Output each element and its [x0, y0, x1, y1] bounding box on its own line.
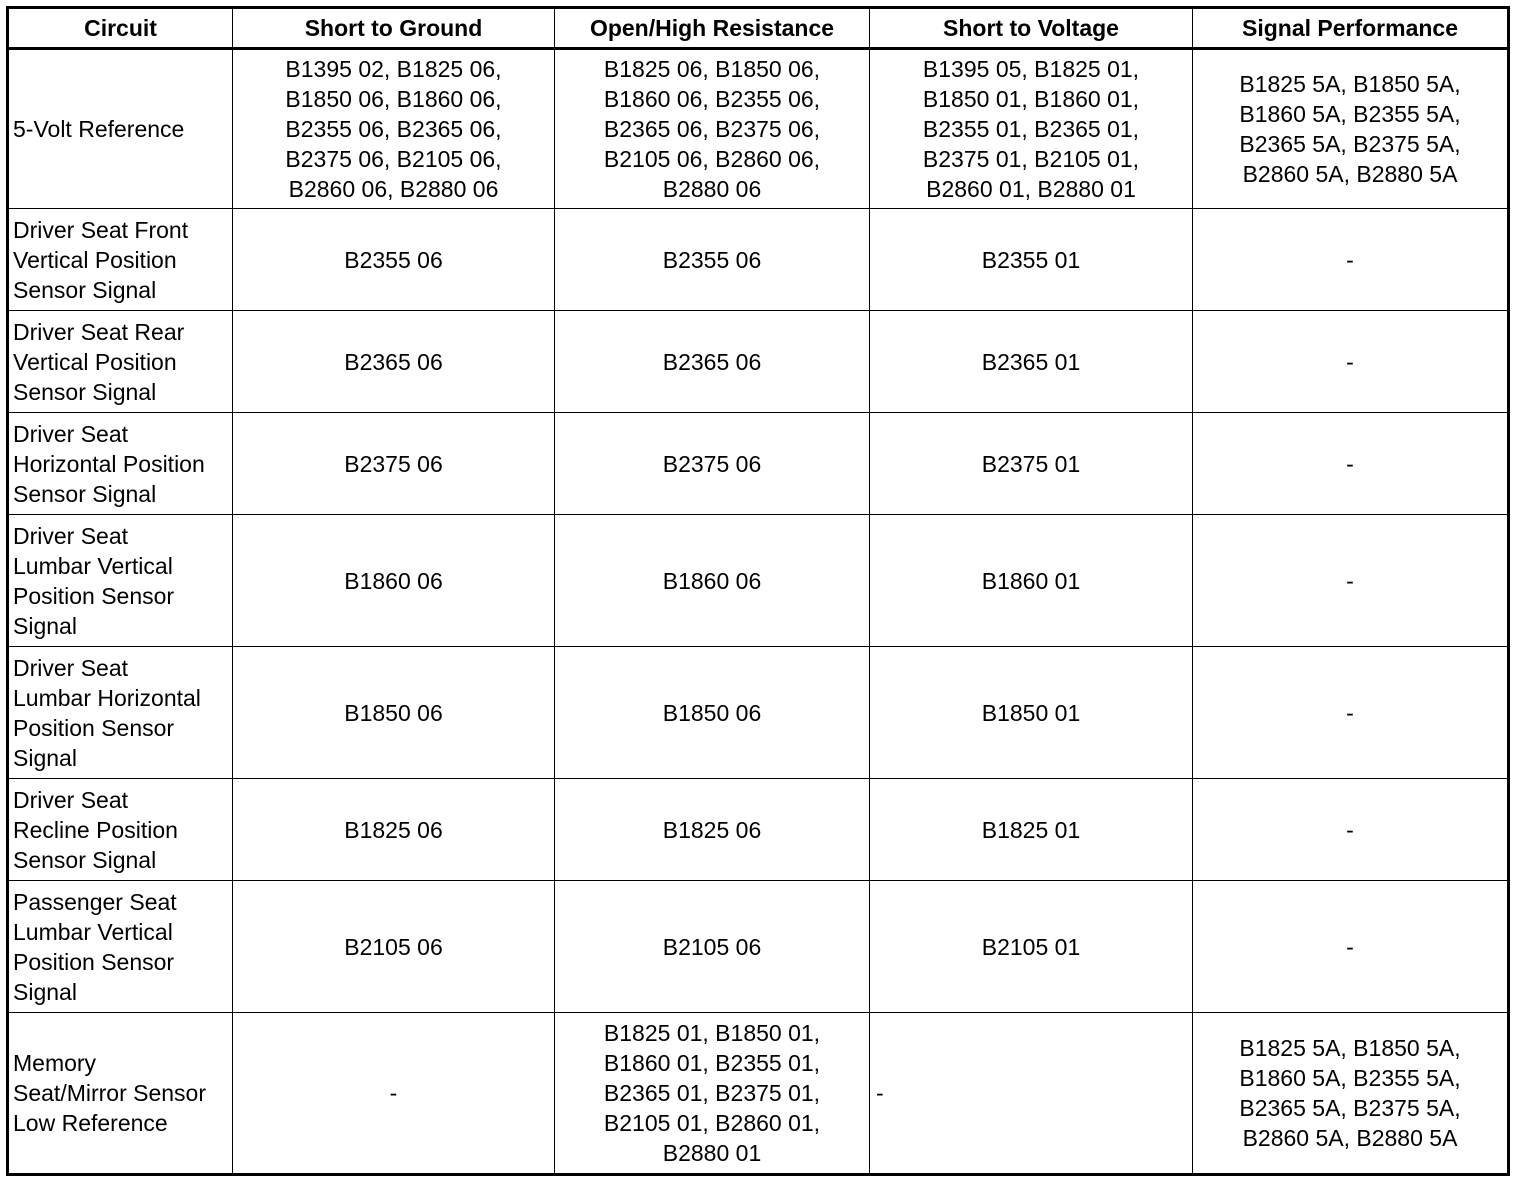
- cell-text-line: B2365 06: [344, 348, 443, 375]
- cell-text-line: B2375 01, B2105 01,: [922, 146, 1140, 172]
- cell-short-to-ground: [233, 779, 555, 881]
- cell-short-to-voltage: [870, 1013, 1193, 1175]
- cell-open-high-resistance: [555, 515, 870, 647]
- cell-text-line: Passenger Seat: [13, 888, 177, 915]
- header-signal-performance: Signal Performance: [1193, 8, 1509, 49]
- cell-text-line: B1395 05, B1825 01,: [922, 56, 1140, 82]
- cell-open-high-resistance: [555, 209, 870, 311]
- cell-short-to-ground: [233, 49, 555, 209]
- cell-text-line: Driver Seat: [13, 420, 129, 447]
- table-row: [8, 311, 1509, 413]
- cell-text-line: Horizontal Position: [13, 450, 205, 477]
- cell-text-line: Position Sensor: [13, 582, 175, 609]
- cell-open-high-resistance: [555, 49, 870, 209]
- table-row: [8, 647, 1509, 779]
- cell-open-high-resistance: [555, 311, 870, 413]
- cell-text-line: -: [1346, 348, 1354, 375]
- cell-text-line: B2365 5A, B2375 5A,: [1239, 1095, 1461, 1121]
- cell-text-line: B1825 06: [344, 816, 443, 843]
- cell-text-line: B1395 02, B1825 06,: [285, 56, 502, 82]
- cell-text-line: Vertical Position: [13, 246, 177, 273]
- cell-text-line: Driver Seat: [13, 522, 129, 549]
- cell-text-line: Signal: [13, 612, 77, 639]
- cell-text-line: B1825 5A, B1850 5A,: [1239, 71, 1461, 97]
- cell-text-line: B2375 06, B2105 06,: [285, 146, 502, 172]
- cell-open-high-resistance: [555, 1013, 870, 1175]
- cell-open-high-resistance: [555, 413, 870, 515]
- cell-circuit: [8, 209, 233, 311]
- cell-text-line: B2860 5A, B2880 5A: [1242, 161, 1458, 187]
- cell-text-line: B2880 01: [662, 1140, 762, 1166]
- cell-text-line: B2365 06: [662, 348, 762, 375]
- cell-text-line: B1850 06: [662, 699, 762, 726]
- cell-signal-performance: [1193, 49, 1509, 209]
- cell-short-to-voltage: [870, 647, 1193, 779]
- cell-short-to-ground: [233, 515, 555, 647]
- cell-text-line: Position Sensor: [13, 948, 175, 975]
- cell-short-to-voltage: [870, 413, 1193, 515]
- cell-signal-performance: [1193, 881, 1509, 1013]
- cell-text-line: B1850 01: [981, 699, 1081, 726]
- table-row: [8, 1013, 1509, 1175]
- header-short-to-voltage: Short to Voltage: [870, 8, 1193, 49]
- cell-text-line: B2375 06: [662, 450, 762, 477]
- cell-text-line: Signal: [13, 978, 77, 1005]
- cell-text-line: B1860 5A, B2355 5A,: [1239, 101, 1461, 127]
- cell-text-line: B2860 01, B2880 01: [926, 176, 1136, 202]
- cell-text-line: B1860 01, B2355 01,: [603, 1050, 821, 1076]
- cell-text-line: B1860 5A, B2355 5A,: [1239, 1065, 1461, 1091]
- cell-text-line: B2355 06: [662, 246, 762, 273]
- cell-text-line: B2365 06, B2375 06,: [603, 116, 821, 142]
- cell-text-line: Driver Seat: [13, 654, 129, 681]
- cell-text-line: 5-Volt Reference: [13, 116, 185, 142]
- cell-text-line: B1860 01: [981, 567, 1081, 594]
- header-short-to-ground: Short to Ground: [233, 8, 555, 49]
- table-row: [8, 881, 1509, 1013]
- cell-text-line: Driver Seat Front: [13, 216, 189, 243]
- cell-text-line: B1850 06, B1860 06,: [285, 86, 502, 112]
- cell-short-to-ground: [233, 647, 555, 779]
- cell-short-to-voltage: [870, 881, 1193, 1013]
- cell-circuit: [8, 647, 233, 779]
- cell-text-line: Lumbar Vertical: [13, 552, 173, 579]
- cell-text-line: -: [1346, 246, 1354, 273]
- cell-text-line: B2375 01: [981, 450, 1081, 477]
- cell-text-line: Vertical Position: [13, 348, 177, 375]
- cell-open-high-resistance: [555, 647, 870, 779]
- cell-text-line: B2105 01: [981, 933, 1081, 960]
- header-row: [8, 8, 1509, 49]
- cell-circuit: [8, 779, 233, 881]
- cell-text-line: B1825 06, B1850 06,: [603, 56, 821, 82]
- dtc-table: [6, 6, 1510, 1176]
- cell-text-line: B1825 5A, B1850 5A,: [1239, 1035, 1461, 1061]
- cell-text-line: -: [1346, 567, 1354, 594]
- cell-text-line: Driver Seat Rear: [13, 318, 185, 345]
- cell-text-line: -: [1346, 933, 1354, 960]
- cell-signal-performance: [1193, 413, 1509, 515]
- table-row: [8, 515, 1509, 647]
- cell-text-line: B2365 5A, B2375 5A,: [1239, 131, 1461, 157]
- cell-text-line: Low Reference: [13, 1110, 168, 1136]
- cell-text-line: Sensor Signal: [13, 846, 157, 873]
- cell-short-to-ground: [233, 1013, 555, 1175]
- cell-text-line: Lumbar Vertical: [13, 918, 173, 945]
- cell-short-to-ground: [233, 881, 555, 1013]
- cell-text-line: B2365 01, B2375 01,: [603, 1080, 821, 1106]
- cell-signal-performance: [1193, 209, 1509, 311]
- table-row: [8, 49, 1509, 209]
- cell-text-line: Recline Position: [13, 816, 178, 843]
- cell-circuit: [8, 515, 233, 647]
- cell-text-line: B1860 06: [662, 567, 762, 594]
- cell-short-to-voltage: [870, 49, 1193, 209]
- cell-short-to-voltage: [870, 515, 1193, 647]
- cell-text-line: -: [1346, 699, 1354, 726]
- cell-text-line: B1860 06, B2355 06,: [603, 86, 821, 112]
- cell-circuit: [8, 881, 233, 1013]
- cell-text-line: Memory: [13, 1050, 97, 1076]
- cell-text-line: B1825 01: [981, 816, 1081, 843]
- cell-text-line: B2375 06: [344, 450, 443, 477]
- cell-text-line: B2880 06: [662, 176, 762, 202]
- cell-text-line: Sensor Signal: [13, 276, 157, 303]
- cell-circuit: [8, 311, 233, 413]
- cell-circuit: [8, 413, 233, 515]
- cell-circuit: [8, 49, 233, 209]
- table-row: [8, 413, 1509, 515]
- cell-text-line: B1850 01, B1860 01,: [922, 86, 1140, 112]
- cell-text-line: B2355 06, B2365 06,: [285, 116, 502, 142]
- cell-signal-performance: [1193, 779, 1509, 881]
- cell-short-to-voltage: [870, 779, 1193, 881]
- cell-signal-performance: [1193, 311, 1509, 413]
- cell-open-high-resistance: [555, 881, 870, 1013]
- cell-text-line: -: [1346, 816, 1354, 843]
- cell-text-line: -: [389, 1080, 398, 1106]
- cell-text-line: Sensor Signal: [13, 480, 157, 507]
- header-open-high-resistance: Open/High Resistance: [555, 8, 870, 49]
- table-row: [8, 779, 1509, 881]
- cell-text-line: B2355 01: [981, 246, 1081, 273]
- table-row: [8, 209, 1509, 311]
- cell-text-line: B2105 01, B2860 01,: [603, 1110, 821, 1136]
- cell-signal-performance: [1193, 1013, 1509, 1175]
- cell-short-to-ground: [233, 311, 555, 413]
- cell-text-line: Lumbar Horizontal: [13, 684, 201, 711]
- cell-short-to-ground: [233, 413, 555, 515]
- cell-signal-performance: [1193, 515, 1509, 647]
- cell-short-to-voltage: [870, 209, 1193, 311]
- cell-short-to-ground: [233, 209, 555, 311]
- cell-text-line: Driver Seat: [13, 786, 129, 813]
- cell-text-line: B1850 06: [344, 699, 443, 726]
- cell-text-line: Signal: [13, 744, 77, 771]
- cell-text-line: B1860 06: [344, 567, 443, 594]
- cell-signal-performance: [1193, 647, 1509, 779]
- cell-text-line: B1825 01, B1850 01,: [603, 1020, 821, 1046]
- cell-text-line: Sensor Signal: [13, 378, 157, 405]
- cell-text-line: B2355 01, B2365 01,: [922, 116, 1140, 142]
- cell-text-line: -: [876, 1080, 884, 1106]
- cell-text-line: B2860 06, B2880 06: [288, 176, 499, 202]
- cell-open-high-resistance: [555, 779, 870, 881]
- cell-text-line: B2105 06: [344, 933, 443, 960]
- cell-text-line: B2105 06: [662, 933, 762, 960]
- cell-text-line: B2355 06: [344, 246, 443, 273]
- cell-text-line: B2860 5A, B2880 5A: [1242, 1125, 1458, 1151]
- cell-text-line: B1825 06: [662, 816, 762, 843]
- cell-text-line: B2105 06, B2860 06,: [603, 146, 821, 172]
- cell-text-line: Seat/Mirror Sensor: [13, 1080, 207, 1106]
- cell-text-line: -: [1346, 450, 1354, 477]
- cell-text-line: Position Sensor: [13, 714, 175, 741]
- cell-circuit: [8, 1013, 233, 1175]
- cell-short-to-voltage: [870, 311, 1193, 413]
- cell-text-line: B2365 01: [981, 348, 1081, 375]
- header-circuit: Circuit: [8, 8, 233, 49]
